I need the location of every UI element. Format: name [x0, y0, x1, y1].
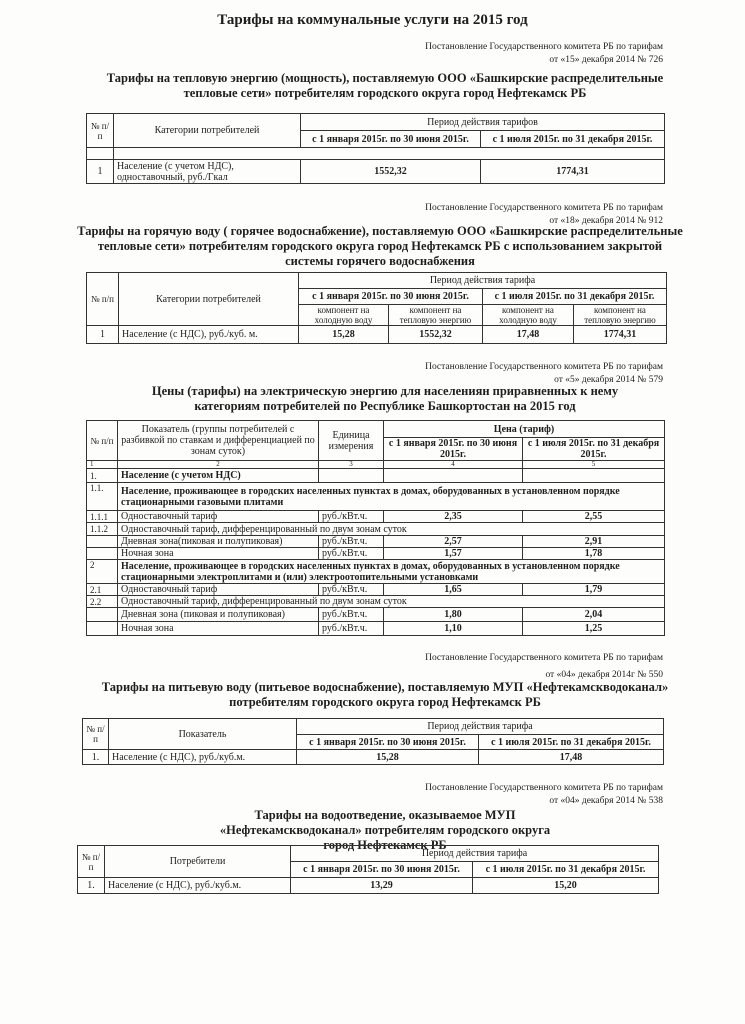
decree-line: Постановление Государственного комитета РБ по тарифам [425, 362, 663, 372]
table-row: 1.1.1 Одноставочный тариф руб./кВт.ч. 2,35 2,55 [87, 511, 665, 523]
wastewater-tariff-table: № п/п Потребители Период действия тарифа с 1 января 2015г. по 30 июня 2015г. с 1 июля 2015г. по 31 декабря 2015г. 1. Население (с НДС), руб./куб.м. 13,29 15,20 [77, 845, 659, 894]
table-row: 1. Население (с учетом НДС) [87, 469, 665, 483]
table-row: 2.2 Одноставочный тариф, дифференцированный по двум зонам суток [87, 596, 665, 608]
table-row: 1.1. Население, проживающее в городских населенных пунктах в домах, оборудованных в установленном порядке стационарными газовыми плитами [87, 483, 665, 511]
hot-water-tariff-table: № п/п Категории потребителей Период действия тарифа с 1 января 2015г. по 30 июня 2015г. с 1 июля 2015г. по 31 декабря 2015г. компонент на холодную воду компонент на тепловую энергию компонент на холодную воду компонент на тепловую энергию 1 Население (с НДС), руб./куб. м. 15,28 1552,32 17,48 1774,31 [86, 272, 667, 344]
heat-tariff-table [86, 113, 665, 184]
col-header-period: Период действия тарифов [301, 114, 665, 131]
decree-line: от «5» декабря 2014 № 579 [554, 375, 663, 385]
col-header-num: № п/п [87, 273, 119, 326]
decree-line: от «15» декабря 2014 № 726 [549, 55, 663, 65]
table-row: 2 Население, проживающее в городских населенных пунктах в домах, оборудованных в установленном порядке стационарными электроплитами и (или) электроотопительными установками [87, 560, 665, 584]
table-row: Дневная зона(пиковая и полупиковая) руб./кВт.ч. 2,57 2,91 [87, 536, 665, 548]
drinking-water-tariff-table: № п/п Показатель Период действия тарифа с 1 января 2015г. по 30 июня 2015г. с 1 июля 2015г. по 31 декабря 2015г. 1. Население (с НДС), руб./куб.м. 15,28 17,48 [82, 718, 664, 765]
col-header-category: Категории потребителей [119, 273, 299, 326]
decree-reference-5 [425, 782, 663, 808]
section-heading-drinking-water: Тарифы на питьевую воду (питьевое водоснабжение), поставляемую МУП «Нефтекамскводоканал» потребителям городского округа город Нефтекамск РБ [101, 680, 669, 709]
col-header-period: Период действия тарифа [299, 273, 667, 289]
col-header-num: № п/п [87, 114, 114, 148]
table-row: Ночная зона руб./кВт.ч. 1,57 1,78 [87, 548, 665, 560]
col-header-period-2: с 1 июля 2015г. по 31 декабря 2015г. [481, 131, 665, 148]
section-heading-electricity: Цены (тарифы) на электрическую энергию для населениян приравненных к нему категориям потребителей по Республике Башкортостан на 2015 год [151, 384, 619, 413]
decree-line: от «18» декабря 2014 № 912 [549, 216, 663, 226]
table-row: Дневная зона (пиковая и полупиковая) руб./кВт.ч. 1,80 2,04 [87, 608, 665, 622]
section-heading-heat: Тарифы на тепловую энергию (мощность), поставляемую ООО «Башкирские распределительные тепловые сети» потребителям городского округа город Нефтекамск РБ [106, 71, 664, 100]
decree-line: Постановление Государственного комитета РБ по тарифам [425, 203, 663, 213]
table-row: 1. Население (с НДС), руб./куб.м. 13,29 15,20 [78, 878, 659, 894]
table-row: Ночная зона руб./кВт.ч. 1,10 1,25 [87, 622, 665, 636]
decree-line: Постановление Государственного комитета РБ по тарифам [425, 42, 663, 52]
electricity-tariff-table: № п/п Показатель (группы потребителей с разбивкой по ставкам и дифференциацией по зонам суток) Единица измерения Цена (тариф) с 1 января 2015г. по 30 июня 2015г. с 1 июля 2015г. по 31 декабря 2015г. 1 2 3 4 5 1. Население (с учетом НДС) 1.1. Население, проживающее в городских населенных пунктах в домах, оборудованных в установленном порядке стационарными газовыми плитами 1.1.1 Одноставочный тариф руб./кВт.ч. 2,35 2,55 1.1.2 Одноставочный тариф, дифференцированный по двум зонам суток Дневная зона(пиковая и полупиковая) руб./кВт.ч. 2,57 2,91 Ночная зона руб./кВт.ч. 1,57 1,78 2 Население, проживающее в городских населенных пунктах в домах, оборудованных в установленном порядке стационарными электроплитами и (или) электроотопительными установками 2.1 Одноставочный тариф руб./кВт.ч. 1,65 1,79 2.2 Одноставочный тариф, дифференцированный по двум зонам суток Дневная зона (пиковая и полупиковая) руб./кВт.ч. 1,80 2,04 Ночная зона руб./кВт.ч. 1,10 1,25 [86, 420, 665, 636]
section-heading-hot-water: Тарифы на горячую воду ( горячее водоснабжение), поставляемую ООО «Башкирские распределительные тепловые сети» потребителям городского округа город Нефтекамск РБ с использованием закрытой системы горячего водоснабжения [77, 224, 683, 268]
decree-line: Постановление Государственного комитета РБ по тарифам [425, 653, 663, 663]
decree-line: от «04» декабря 2014 № 538 [549, 796, 663, 806]
table-row: 1.1.2 Одноставочный тариф, дифференцированный по двум зонам суток [87, 523, 665, 536]
table-row: 1 Население (с НДС), руб./куб. м. 15,28 1552,32 17,48 1774,31 [87, 326, 667, 344]
decree-reference-1 [425, 41, 663, 67]
decree-line: Постановление Государственного комитета РБ по тарифам [425, 783, 663, 793]
col-header-category: Категории потребителей [114, 114, 301, 148]
table-row: 2.1 Одноставочный тариф руб./кВт.ч. 1,65 1,79 [87, 584, 665, 596]
col-header-period-1: с 1 января 2015г. по 30 июня 2015г. [301, 131, 481, 148]
decree-line: от «04» декабря 2014г № 550 [545, 670, 663, 680]
table-row: 1. Население (с НДС), руб./куб.м. 15,28 17,48 [83, 750, 664, 765]
decree-reference-4 [425, 650, 663, 684]
section-heading-wastewater: Тарифы на водоотведение, оказываемое МУП «Нефтекамскводоканал» потребителям городского округа город Нефтекамск РБ [219, 808, 551, 852]
page-title: Тарифы на коммунальные услуги на 2015 год [217, 12, 528, 28]
table-row: 1 Население (с учетом НДС), одноставочный, руб./Гкал 1552,32 1774,31 [87, 160, 665, 184]
